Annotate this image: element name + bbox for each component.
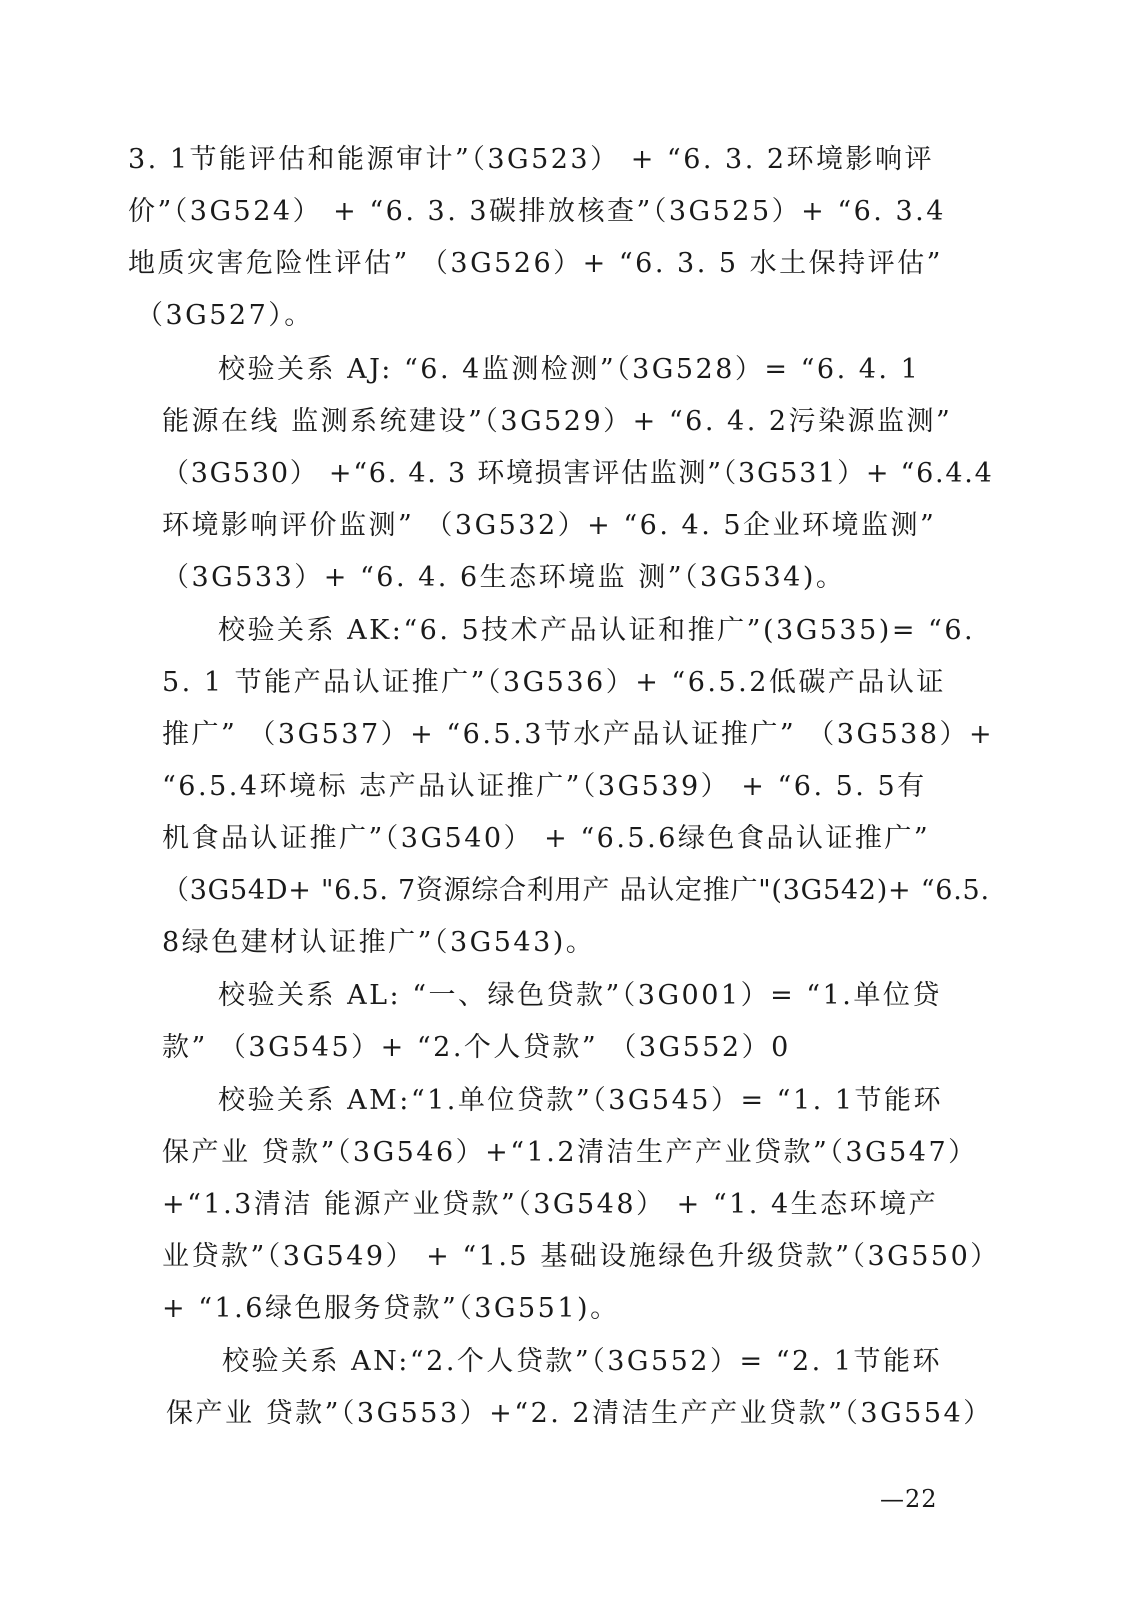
text-line: 8绿色建材认证推广”（3G543)。 xyxy=(162,927,596,958)
text-line: 地质灾害危险性评估” （3G526）+ “6. 3. 5 水土保持评估” xyxy=(128,248,943,279)
text-line: 推广” （3G537）+ “6.5.3节水产品认证推广” （3G538）+ xyxy=(162,719,995,750)
text-line: 校验关系 AN:“2.个人贷款”（3G552）= “2. 1节能环 xyxy=(222,1346,943,1377)
text-line: 校验关系 AJ: “6. 4监测检测”（3G528）= “6. 4. 1 xyxy=(218,354,921,385)
text-line: 校验关系 AK:“6. 5技术产品认证和推广”(3G535)= “6. xyxy=(218,615,976,646)
text-line: “6.5.4环境标 志产品认证推广”（3G539） + “6. 5. 5有 xyxy=(162,771,927,802)
page-number: —22 xyxy=(880,1485,938,1513)
text-line: （3G533）+ “6. 4. 6生态环境监 测”（3G534)。 xyxy=(162,562,846,593)
text-line: 业贷款”（3G549） + “1.5 基础设施绿色升级贷款”（3G550） xyxy=(162,1241,1000,1272)
text-line: +“1.3清洁 能源产业贷款”（3G548） + “1. 4生态环境产 xyxy=(162,1189,939,1220)
text-line: + “1.6绿色服务贷款”（3G551)。 xyxy=(162,1293,620,1324)
text-line: 保产业 贷款”（3G546）+“1.2清洁生产产业贷款”（3G547） xyxy=(162,1137,978,1168)
text-line: （3G54D+ "6.5. 7资源综合利用产 品认定推广"(3G542)+ “6.5. xyxy=(162,875,990,906)
text-line: 环境影响评价监测” （3G532）+ “6. 4. 5企业环境监测” xyxy=(162,510,937,541)
text-line: 能源在线 监测系统建设”（3G529）+ “6. 4. 2污染源监测” xyxy=(162,406,953,437)
text-line: 款” （3G545）+ “2.个人贷款” （3G552）0 xyxy=(162,1032,791,1063)
text-line: 3. 1节能评估和能源审计”（3G523） + “6. 3. 2环境影响评 xyxy=(128,144,935,175)
text-line: 机食品认证推广”（3G540） + “6.5.6绿色食品认证推广” xyxy=(162,823,931,854)
text-line: 校验关系 AM:“1.单位贷款”（3G545）= “1. 1节能环 xyxy=(218,1085,944,1116)
text-line: （3G530） +“6. 4. 3 环境损害评估监测”（3G531）+ “6.4.4 xyxy=(162,458,994,489)
text-line: （3G527）。 xyxy=(136,300,314,331)
text-line: 5. 1 节能产品认证推广”（3G536）+ “6.5.2低碳产品认证 xyxy=(162,667,946,698)
text-line: 价”（3G524） + “6. 3. 3碳排放核查”（3G525）+ “6. 3.4 xyxy=(128,196,946,227)
text-line: 保产业 贷款”（3G553）+“2. 2清洁生产产业贷款”（3G554） xyxy=(166,1398,993,1429)
text-line: 校验关系 AL: “一、绿色贷款”（3G001）= “1.单位贷 xyxy=(218,980,942,1011)
